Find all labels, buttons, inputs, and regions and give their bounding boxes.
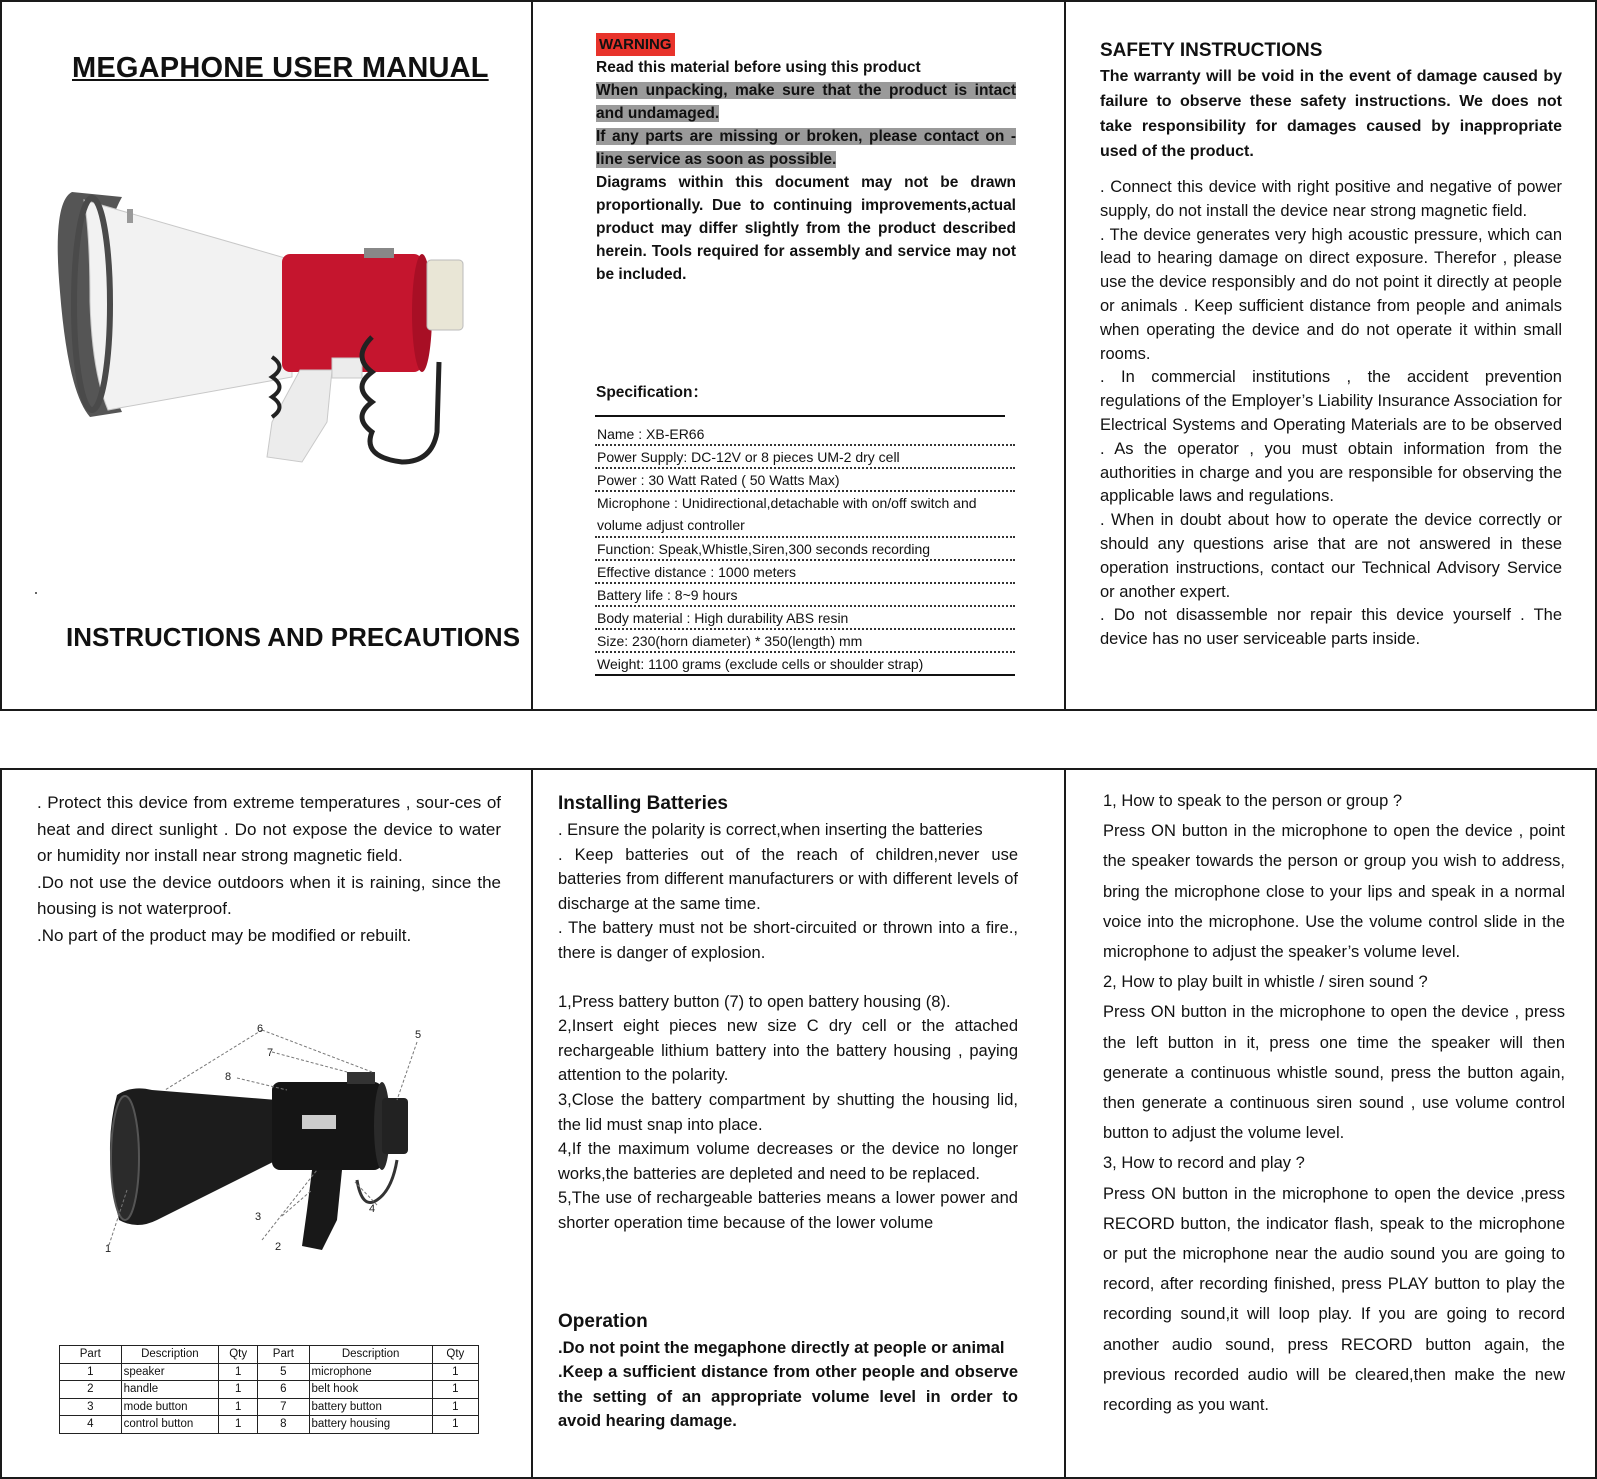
table-cell: 7 [258, 1398, 309, 1416]
cover-panel [0, 0, 533, 711]
callout-label: 6 [257, 1023, 264, 1035]
col-header: Qty [219, 1346, 258, 1364]
spec-title: Specification： [596, 384, 708, 401]
install-step: 1,Press battery button (7) to open battery housing (8). [558, 992, 951, 1011]
table-cell: mode button [121, 1398, 219, 1416]
col-header: Description [121, 1346, 219, 1364]
diagrams-paragraph: Diagrams within this document may not be drawn proportionally. Due to continuing improvements,actual product may differ slightly from the product described herein. Tools required for assembly and service may not be included. [596, 174, 1016, 283]
spec-item: Size: 230(horn diameter) * 350(length) mm [595, 630, 1015, 653]
table-cell: 1 [60, 1363, 122, 1381]
batteries-panel [531, 768, 1066, 1479]
table-cell: 1 [432, 1416, 478, 1434]
parts-table [59, 1345, 479, 1434]
table-cell: battery housing [309, 1416, 432, 1434]
table-cell: microphone [309, 1363, 432, 1381]
spec-item: Battery life : 8~9 hours [595, 584, 1015, 607]
install-note: . The battery must not be short-circuited or thrown into a fire., there is danger of explosion. [558, 919, 1018, 962]
callout-label: 5 [415, 1029, 422, 1041]
table-cell: 2 [60, 1381, 122, 1399]
table-cell: 1 [219, 1416, 258, 1434]
spec-item: Power : 30 Watt Rated ( 50 Watts Max) [595, 469, 1015, 492]
safety-paragraph: . When in doubt about how to operate the device correctly or should any questions arise that are not answered in these operation instructions, contact our Technical Advisory Service or another expert. [1100, 511, 1562, 601]
operation-heading: Operation [558, 1310, 648, 1332]
spec-divider [595, 415, 1005, 417]
table-cell: handle [121, 1381, 219, 1399]
install-heading: Installing Batteries [558, 793, 728, 814]
col-header: Qty [432, 1346, 478, 1364]
precaution-paragraph: .Do not use the device outdoors when it is raining, since the housing is not waterproof. [37, 872, 501, 918]
table-cell: 1 [219, 1381, 258, 1399]
table-row [60, 1381, 479, 1399]
megaphone-red-image [42, 172, 502, 512]
table-row [60, 1398, 479, 1416]
spec-item: Power Supply: DC-12V or 8 pieces UM-2 dry cell [595, 446, 1015, 469]
warning-spec-panel [531, 0, 1066, 711]
install-note: . Ensure the polarity is correct,when inserting the batteries [558, 821, 983, 839]
callout-label: 4 [369, 1203, 376, 1215]
table-cell: 1 [432, 1363, 478, 1381]
unpack-line: When unpacking, make sure that the product is intact and undamaged. [596, 82, 1016, 122]
callout-label: 8 [225, 1071, 232, 1083]
install-step: 4,If the maximum volume decreases or the device no longer works,the batteries are depleted and need to be replaced. [558, 1140, 1018, 1183]
safety-heading: SAFETY INSTRUCTIONS [1100, 40, 1323, 61]
table-cell: 4 [60, 1416, 122, 1434]
precaution-paragraph: .No part of the product may be modified or rebuilt. [37, 925, 412, 945]
spec-item: Microphone : Unidirectional,detachable with on/off switch and volume adjust controller [595, 492, 1015, 538]
table-cell: control button [121, 1416, 219, 1434]
safety-paragraph: . Connect this device with right positive and negative of power supply, do not install the device near strong magnetic field. [1100, 178, 1562, 220]
table-cell: 6 [258, 1381, 309, 1399]
table-cell: 5 [258, 1363, 309, 1381]
howto-question: 2, How to play built in whistle / siren sound ? [1103, 973, 1428, 992]
table-cell: battery button [309, 1398, 432, 1416]
install-step: 5,The use of rechargeable batteries means a lower power and shorter operation time because of the lower volume [558, 1189, 1018, 1232]
cover-subtitle: INSTRUCTIONS AND PRECAUTIONS [66, 622, 521, 652]
table-row [60, 1363, 479, 1381]
safety-paragraph: . Do not disassemble nor repair this device yourself . The device has no user serviceable parts inside. [1100, 606, 1562, 649]
spec-list [595, 423, 1015, 676]
precaution-paragraph: . Protect this device from extreme temperatures , sour-ces of heat and direct sunlight . Do not expose the device to water or humidity nor install near strong magnetic field. [37, 793, 501, 865]
operation-line: .Do not point the megaphone directly at people or animal [558, 1338, 1005, 1357]
col-header: Part [60, 1346, 122, 1364]
install-note: . Keep batteries out of the reach of children,never use batteries from different manufacturers or with different levels of discharge at the same time. [558, 845, 1018, 913]
spec-item: Name : XB-ER66 [595, 423, 1015, 446]
spec-item: Weight: 1100 grams (exclude cells or shoulder strap) [595, 653, 1015, 676]
table-cell: 1 [219, 1363, 258, 1381]
install-step: 2,Insert eight pieces new size C dry cell or the attached rechargeable lithium battery into the battery housing , paying attention to the polarity. [558, 1017, 1018, 1085]
callout-label: 3 [255, 1211, 262, 1223]
howto-question: 3, How to record and play ? [1103, 1154, 1305, 1173]
callout-label: 2 [275, 1241, 282, 1253]
operation-line: .Keep a sufficient distance from other people and observe the setting of an appropriate volume level in order to avoid hearing damage. [558, 1363, 1018, 1431]
table-cell: speaker [121, 1363, 219, 1381]
dot-mark [35, 592, 37, 594]
warning-block [596, 33, 1016, 286]
table-header-row [60, 1346, 479, 1364]
megaphone-parts-diagram [97, 1020, 442, 1260]
col-header: Part [258, 1346, 309, 1364]
table-cell: 1 [219, 1398, 258, 1416]
col-header: Description [309, 1346, 432, 1364]
warranty-lead: The warranty will be void in the event of damage caused by failure to observe these safety instructions. We does not take responsibility for damages caused by inappropriate used of the product. [1100, 68, 1562, 160]
table-cell: belt hook [309, 1381, 432, 1399]
table-cell: 1 [432, 1381, 478, 1399]
spec-item: Body material : High durability ABS resin [595, 607, 1015, 630]
table-row [60, 1416, 479, 1434]
spec-item: Effective distance : 1000 meters [595, 561, 1015, 584]
howto-answer: Press ON button in the microphone to open the device ,press RECORD button, the indicator flash, speak to the microphone or put the microphone near the audio sound you are going to record, after recording finished, press PLAY button to play the recording sound,it will loop play. If you are going to record another audio sound, press RECORD button again, the previous recorded audio will be cleared,then make the new recording as you want. [1103, 1184, 1565, 1415]
howto-answer: Press ON button in the microphone to open the device , press the left button in it, press one time the speaker will then generate a continuous whistle sound, press the button again, then generate a continuous siren sound , use volume control button to adjust the volume level. [1103, 1003, 1565, 1143]
howto-answer: Press ON button in the microphone to open the device , point the speaker towards the person or group you wish to address, bring the microphone close to your lips and speak in a normal voice into the microphone. Use the volume control slide in the microphone to adjust the speaker’s volume level. [1103, 822, 1565, 962]
safety-paragraph: . The device generates very high acoustic pressure, which can lead to hearing damage on direct exposure. Therefor , please use the device responsibly and do not point it directly at people or animals . Keep sufficient distance from people and animals when operating the device and do not operate it within small rooms. [1100, 225, 1562, 363]
safety-panel [1064, 0, 1597, 711]
howto-panel [1064, 768, 1597, 1479]
table-cell: 8 [258, 1416, 309, 1434]
howto-question: 1, How to speak to the person or group ? [1103, 792, 1403, 810]
callout-label: 1 [105, 1243, 112, 1255]
safety-paragraph: . In commercial institutions , the accident prevention regulations of the Employer’s Liability Insurance Association for Electrical Systems and Operating Materials are to be observed . As the operator , you must obtain information from the authorities in charge and you are responsible for observing the applicable laws and regulations. [1100, 368, 1562, 506]
parts-panel [0, 768, 533, 1479]
warning-label: WARNING [596, 33, 675, 56]
install-step: 3,Close the battery compartment by shutting the housing lid, the lid must snap into place. [558, 1090, 1018, 1134]
table-cell: 1 [432, 1398, 478, 1416]
spec-item: Function: Speak,Whistle,Siren,300 seconds recording [595, 538, 1015, 561]
read-line: Read this material before using this product [596, 59, 921, 76]
callout-label: 7 [267, 1047, 274, 1059]
table-cell: 3 [60, 1398, 122, 1416]
missing-parts-line: If any parts are missing or broken, please contact on -line service as soon as possible. [596, 128, 1016, 168]
manual-title: MEGAPHONE USER MANUAL [72, 52, 489, 84]
